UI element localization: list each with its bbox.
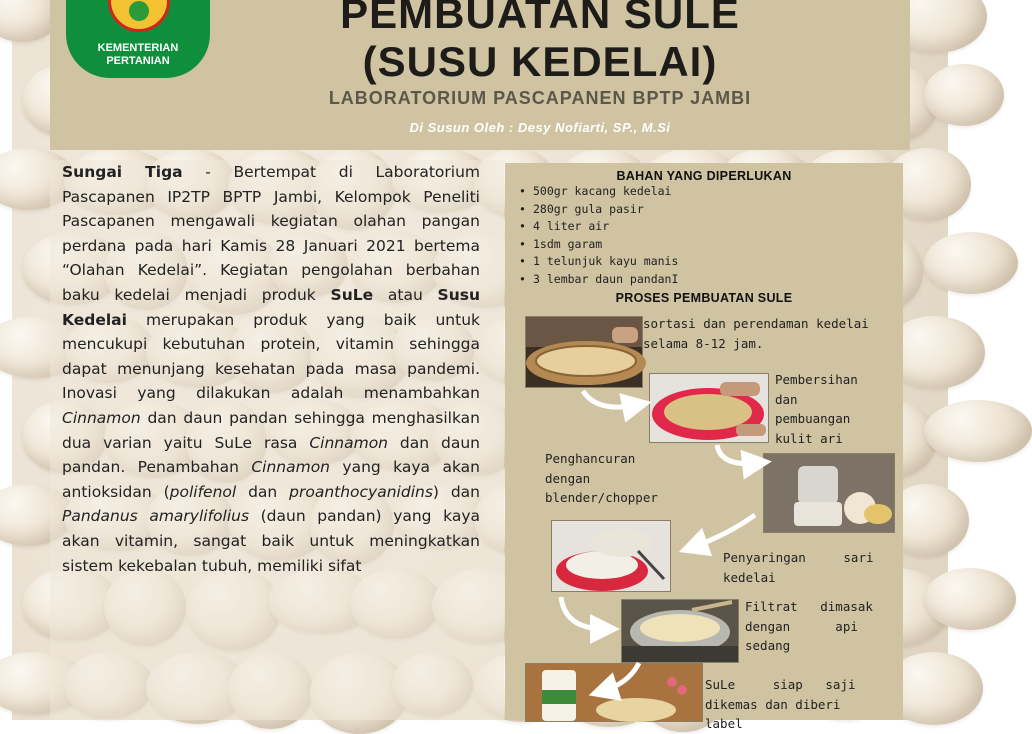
- ingredient-item: • 280gr gula pasir: [533, 201, 678, 219]
- article-body: [50, 160, 504, 720]
- step-arrows: [505, 163, 903, 720]
- article-paragraph: [62, 160, 480, 578]
- article-text-segment: dan: [236, 482, 290, 501]
- soybean-decoration: [924, 568, 1016, 630]
- step-2-text: Pembersihan dan pembuangan kulit ari: [775, 372, 858, 446]
- ingredient-item: • 1sdm garam: [533, 236, 678, 254]
- article-text-segment: dan daun pandan sehingga menghasilkan dua varian yaitu SuLe rasa: [62, 408, 480, 452]
- step-3-text: Penghancuran dengan blender/chopper: [545, 451, 658, 505]
- soybean-decoration: [924, 232, 1018, 294]
- article-text-segment: yang kaya akan antioksidan (: [62, 458, 480, 501]
- article-text-segment: merupakan produk yang baik untuk mencukupi kebutuhan protein, vitamin sehingga dapat menunjang kesehatan pada masa pandemi. Inovasi yang dilakukan adalah menambahkan: [62, 310, 480, 403]
- ingredients-heading: BAHAN YANG DIPERLUKAN: [616, 169, 792, 183]
- author-credit: Di Susun Oleh : Desy Nofiarti, SP., M.Si: [409, 120, 671, 135]
- arrow-step-2-to-3: [717, 445, 757, 464]
- article-text-segment: SuLe: [330, 285, 374, 304]
- article-text-segment: Cinnamon: [309, 433, 389, 452]
- logo-text: KEMENTERIAN PERTANIAN: [97, 42, 179, 67]
- article-text-segment: Susu Kedelai: [62, 285, 480, 329]
- article-text-segment: atau: [373, 285, 438, 304]
- header-banner: [50, 0, 910, 150]
- ministry-logo: [66, 0, 210, 78]
- article-text-segment: Sungai Tiga: [62, 163, 183, 181]
- title-line-2: (SUSU KEDELAI): [362, 38, 718, 85]
- article-text-segment: (daun pandan) yang kaya akan vitamin, sangat baik untuk meningkatkan sistem kekebalan tubuh, memiliki sifat: [62, 507, 480, 575]
- article-text-segment: dan daun pandan. Penambahan: [62, 433, 481, 477]
- article-text-segment: Cinnamon: [251, 458, 331, 477]
- ministry-emblem-icon: [108, 0, 170, 32]
- step-5-text: Filtrat dimasak dengan api sedang: [745, 599, 873, 653]
- soybean-decoration: [924, 400, 1032, 462]
- ingredient-item: • 3 lembar daun pandanI: [533, 271, 678, 289]
- ingredient-item: • 4 liter air: [533, 218, 678, 236]
- step-4-text: Penyaringan sari kedelai: [723, 550, 874, 585]
- soybean-decoration: [924, 64, 1004, 126]
- process-sidebar: [505, 163, 903, 731]
- article-text-segment: ) dan: [432, 482, 480, 501]
- title-line-1: PEMBUATAN SULE: [340, 0, 740, 37]
- process-heading: PROSES PEMBUATAN SULE: [615, 291, 793, 305]
- article-text-segment: - Bertempat di Laboratorium Pascapanen IP2TP BPTP Jambi, Kelompok Peneliti Pascapanen mengawali kegiatan olahan pangan perdana pada hari Kamis 28 Januari 2021 bertema “Olahan Kedelai”. Kegiatan pengolahan berbahan baku kedelai menjadi produk: [62, 163, 481, 304]
- poster-background: [12, 0, 948, 731]
- page-title: [245, 0, 835, 86]
- article-text-segment: Pandanus amarylifolius: [62, 507, 250, 526]
- article-text-segment: polifenol: [169, 482, 237, 501]
- arrow-step-3-to-4: [693, 515, 755, 547]
- arrow-step-1-to-2: [583, 391, 637, 407]
- arrow-step-5-to-6: [603, 663, 639, 691]
- page-subtitle: LABORATORIUM PASCAPANEN BPTP JAMBI: [328, 88, 752, 108]
- ingredient-item: • 500gr kacang kedelai: [533, 183, 678, 201]
- step-6-text: SuLe siap saji dikemas dan diberi label: [705, 677, 856, 731]
- arrow-step-4-to-5: [561, 597, 605, 629]
- article-text-segment: Cinnamon: [62, 408, 141, 427]
- ingredient-item: • 1 telunjuk kayu manis: [533, 253, 678, 271]
- article-text-segment: proanthocyanidins: [289, 482, 433, 501]
- step-1-text: sortasi dan perendaman kedelai selama 8-12 jam.: [643, 316, 869, 351]
